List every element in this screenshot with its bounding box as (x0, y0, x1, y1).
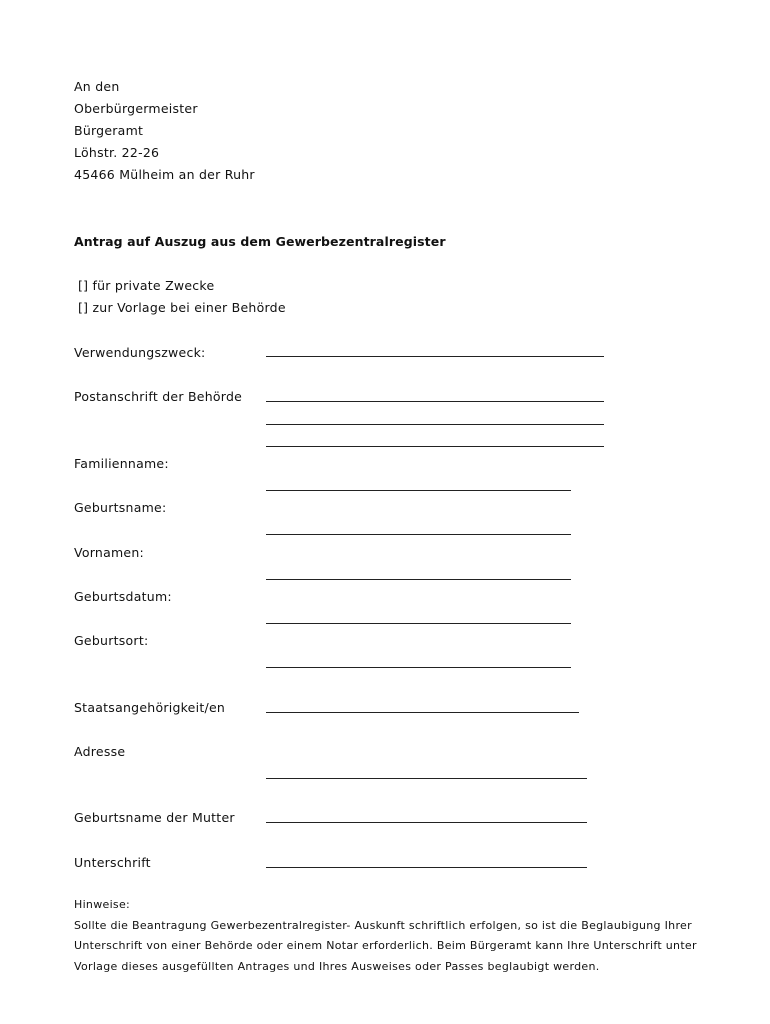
birth-place-label: Geburtsort: (74, 633, 149, 648)
address-label: Adresse (74, 744, 126, 759)
authority-address-label: Postanschrift der Behörde (74, 389, 243, 404)
notes-heading: Hinweise: (74, 898, 131, 911)
authority-address-input-line[interactable] (266, 446, 604, 447)
nationality-label: Staatsangehörigkeit/en (74, 700, 226, 715)
first-names-label: Vornamen: (74, 545, 144, 560)
birth-place-input-line[interactable] (266, 667, 571, 668)
recipient-line: Oberbürgermeister (74, 101, 198, 116)
option-authority-submission[interactable]: [] zur Vorlage bei einer Behörde (78, 300, 286, 315)
birth-date-input-line[interactable] (266, 623, 571, 624)
birth-name-input-line[interactable] (266, 534, 571, 535)
notes-line: Unterschrift von einer Behörde oder einem Notar erforderlich. Beim Bürgeramt kann Ihre Unterschrift unter (74, 939, 697, 952)
purpose-input-line[interactable] (266, 356, 604, 357)
mother-birth-name-input-line[interactable] (266, 822, 587, 823)
recipient-line: Bürgeramt (74, 123, 144, 138)
birth-name-label: Geburtsname: (74, 500, 167, 515)
option-private-purpose[interactable]: [] für private Zwecke (78, 278, 215, 293)
recipient-line: Löhstr. 22-26 (74, 145, 160, 160)
notes-section (74, 895, 724, 977)
authority-address-input-line[interactable] (266, 424, 604, 425)
notes-line: Vorlage dieses ausgefüllten Antrages und Ihres Ausweises oder Passes beglaubigt werden. (74, 959, 600, 973)
first-names-input-line[interactable] (266, 579, 571, 580)
authority-address-input-line[interactable] (266, 401, 604, 402)
recipient-line: An den (74, 79, 120, 94)
purpose-label: Verwendungszweck: (74, 345, 206, 360)
family-name-input-line[interactable] (266, 490, 571, 491)
nationality-input-line[interactable] (266, 712, 579, 713)
family-name-label: Familienname: (74, 456, 169, 471)
address-input-line[interactable] (266, 778, 587, 779)
mother-birth-name-label: Geburtsname der Mutter (74, 810, 235, 825)
signature-label: Unterschrift (74, 855, 151, 870)
form-title: Antrag auf Auszug aus dem Gewerbezentralregister (74, 234, 446, 249)
signature-input-line[interactable] (266, 867, 587, 868)
notes-line: Sollte die Beantragung Gewerbezentralregister- Auskunft schriftlich erfolgen, so ist die Beglaubigung Ihrer (74, 918, 692, 932)
birth-date-label: Geburtsdatum: (74, 589, 172, 604)
recipient-line: 45466 Mülheim an der Ruhr (74, 167, 255, 182)
